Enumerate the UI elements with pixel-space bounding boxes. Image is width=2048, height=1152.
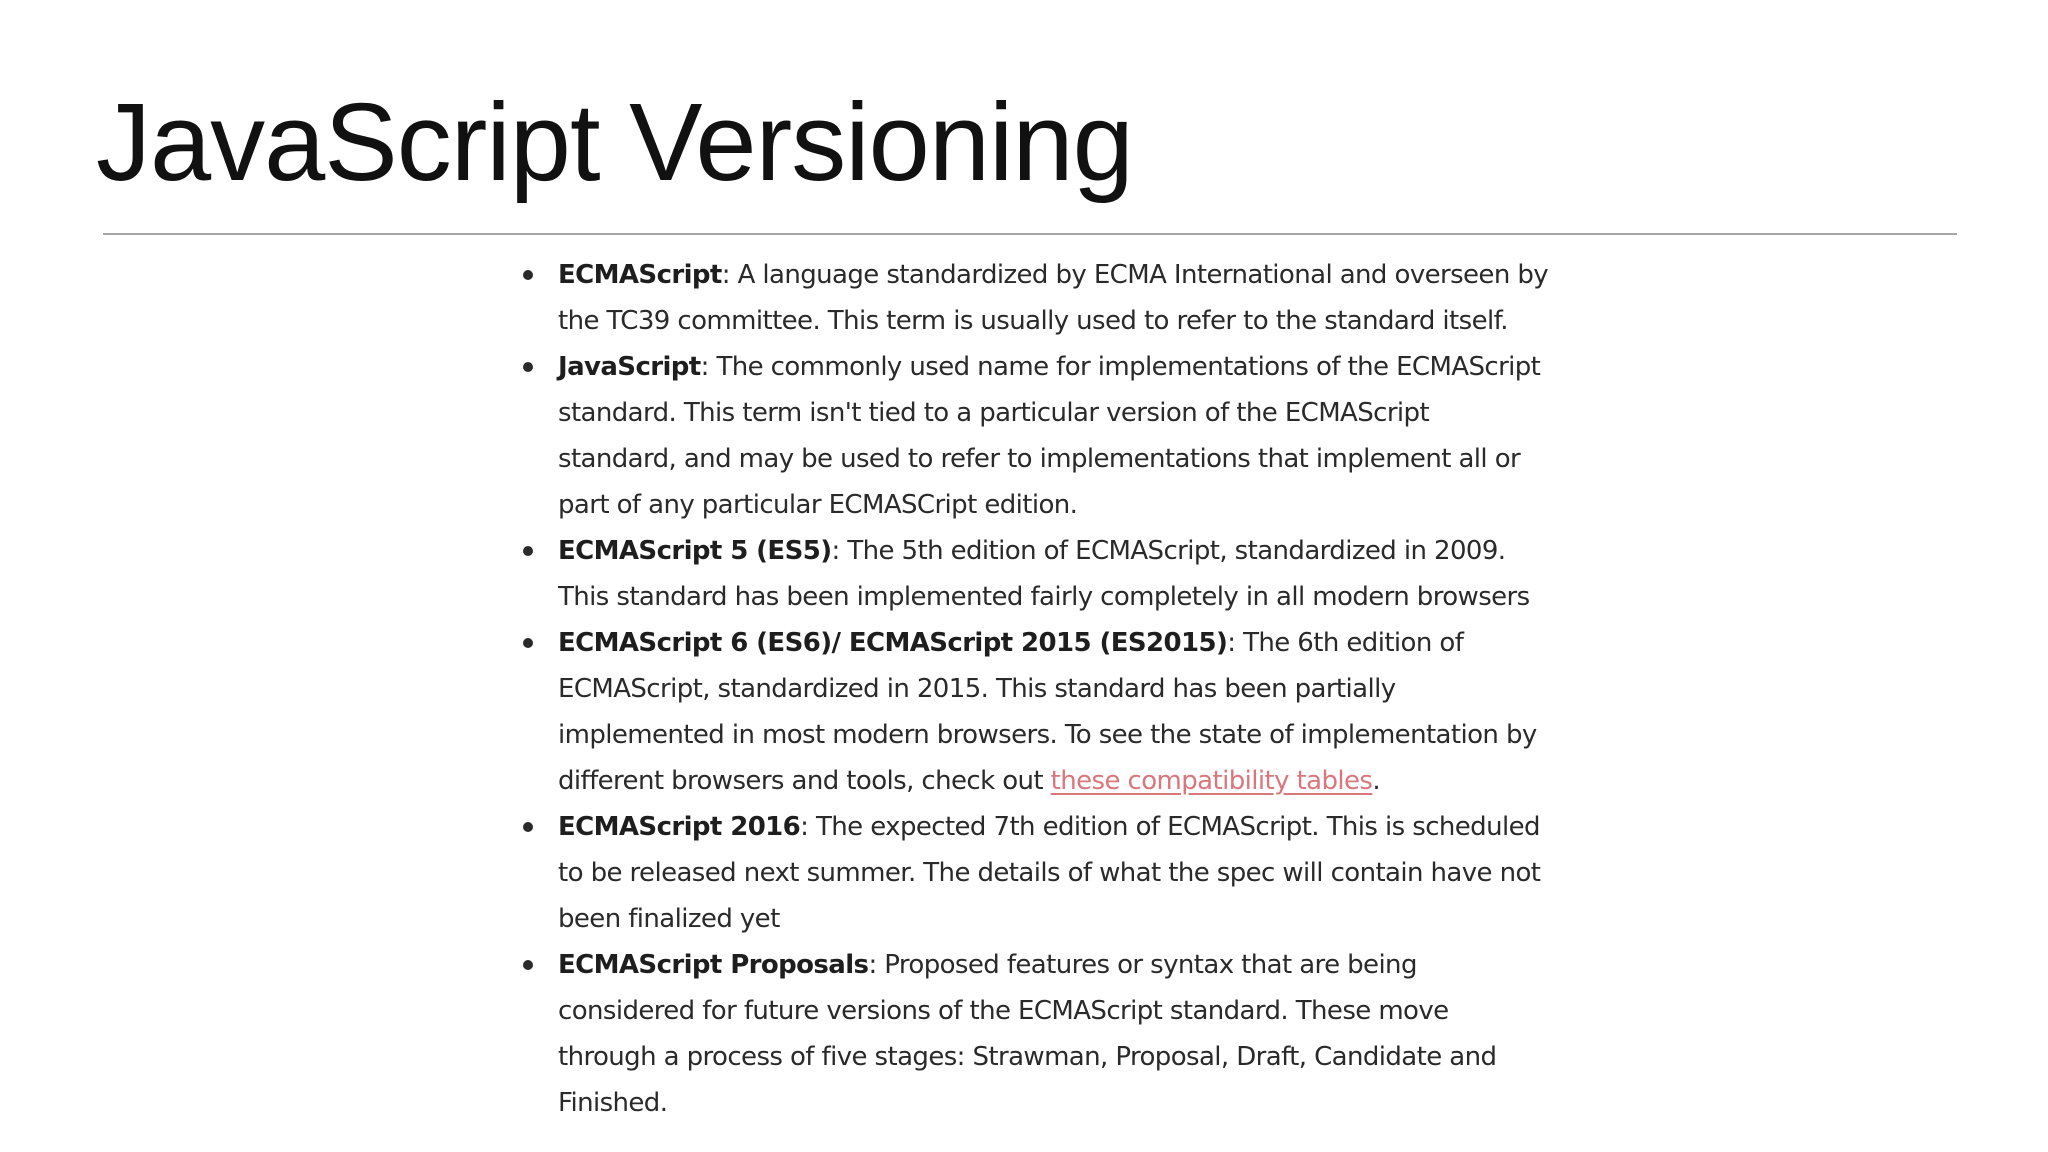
term-label: ECMAScript	[558, 260, 722, 290]
list-item-ecmascript	[520, 252, 1550, 344]
list-item-proposals	[520, 942, 1550, 1126]
definition-list	[520, 252, 1550, 1126]
bullet-icon	[523, 362, 533, 372]
list-item-es5	[520, 528, 1550, 620]
title-divider	[103, 233, 1957, 235]
bullet-icon	[523, 638, 533, 648]
term-description: : The expected 7th edition of ECMAScript. This is scheduled to be released next summer. The details of what the spec will contain have not been finalized yet	[558, 812, 1541, 934]
term-label: ECMAScript 6 (ES6)/ ECMAScript 2015 (ES2015)	[558, 628, 1228, 658]
term-description: : Proposed features or syntax that are being considered for future versions of the ECMAScript standard. These move through a process of five stages: Strawman, Proposal, Draft, Candidate and Finished.	[558, 950, 1497, 1118]
bullet-icon	[523, 960, 533, 970]
bullet-icon	[523, 270, 533, 280]
term-label: ECMAScript 5 (ES5)	[558, 536, 832, 566]
slide-title: JavaScript Versioning	[96, 81, 1133, 204]
bullet-icon	[523, 822, 533, 832]
term-description: : A language standardized by ECMA International and overseen by the TC39 committee. This term is usually used to refer to the standard itself.	[558, 260, 1549, 336]
list-item-javascript	[520, 344, 1550, 528]
content-area	[520, 252, 1550, 1126]
term-description: : The 5th edition of ECMAScript, standardized in 2009. This standard has been implemented fairly completely in all modern browsers	[558, 536, 1530, 612]
term-label: JavaScript	[558, 352, 701, 382]
compatibility-tables-link[interactable]: these compatibility tables	[1050, 766, 1373, 796]
list-item-es6	[520, 620, 1550, 804]
term-description-end: .	[1372, 766, 1380, 796]
term-description: : The commonly used name for implementations of the ECMAScript standard. This term isn't tied to a particular version of the ECMAScript standard, and may be used to refer to implementations that implement all or part of any particular ECMASCript edition.	[558, 352, 1541, 520]
list-item-es2016	[520, 804, 1550, 942]
term-description: : The 6th edition of ECMAScript, standardized in 2015. This standard has been partially implemented in most modern browsers. To see the state of implementation by different browsers and tools, check out	[558, 628, 1537, 796]
bullet-icon	[523, 546, 533, 556]
term-label: ECMAScript Proposals	[558, 950, 869, 980]
term-label: ECMAScript 2016	[558, 812, 801, 842]
